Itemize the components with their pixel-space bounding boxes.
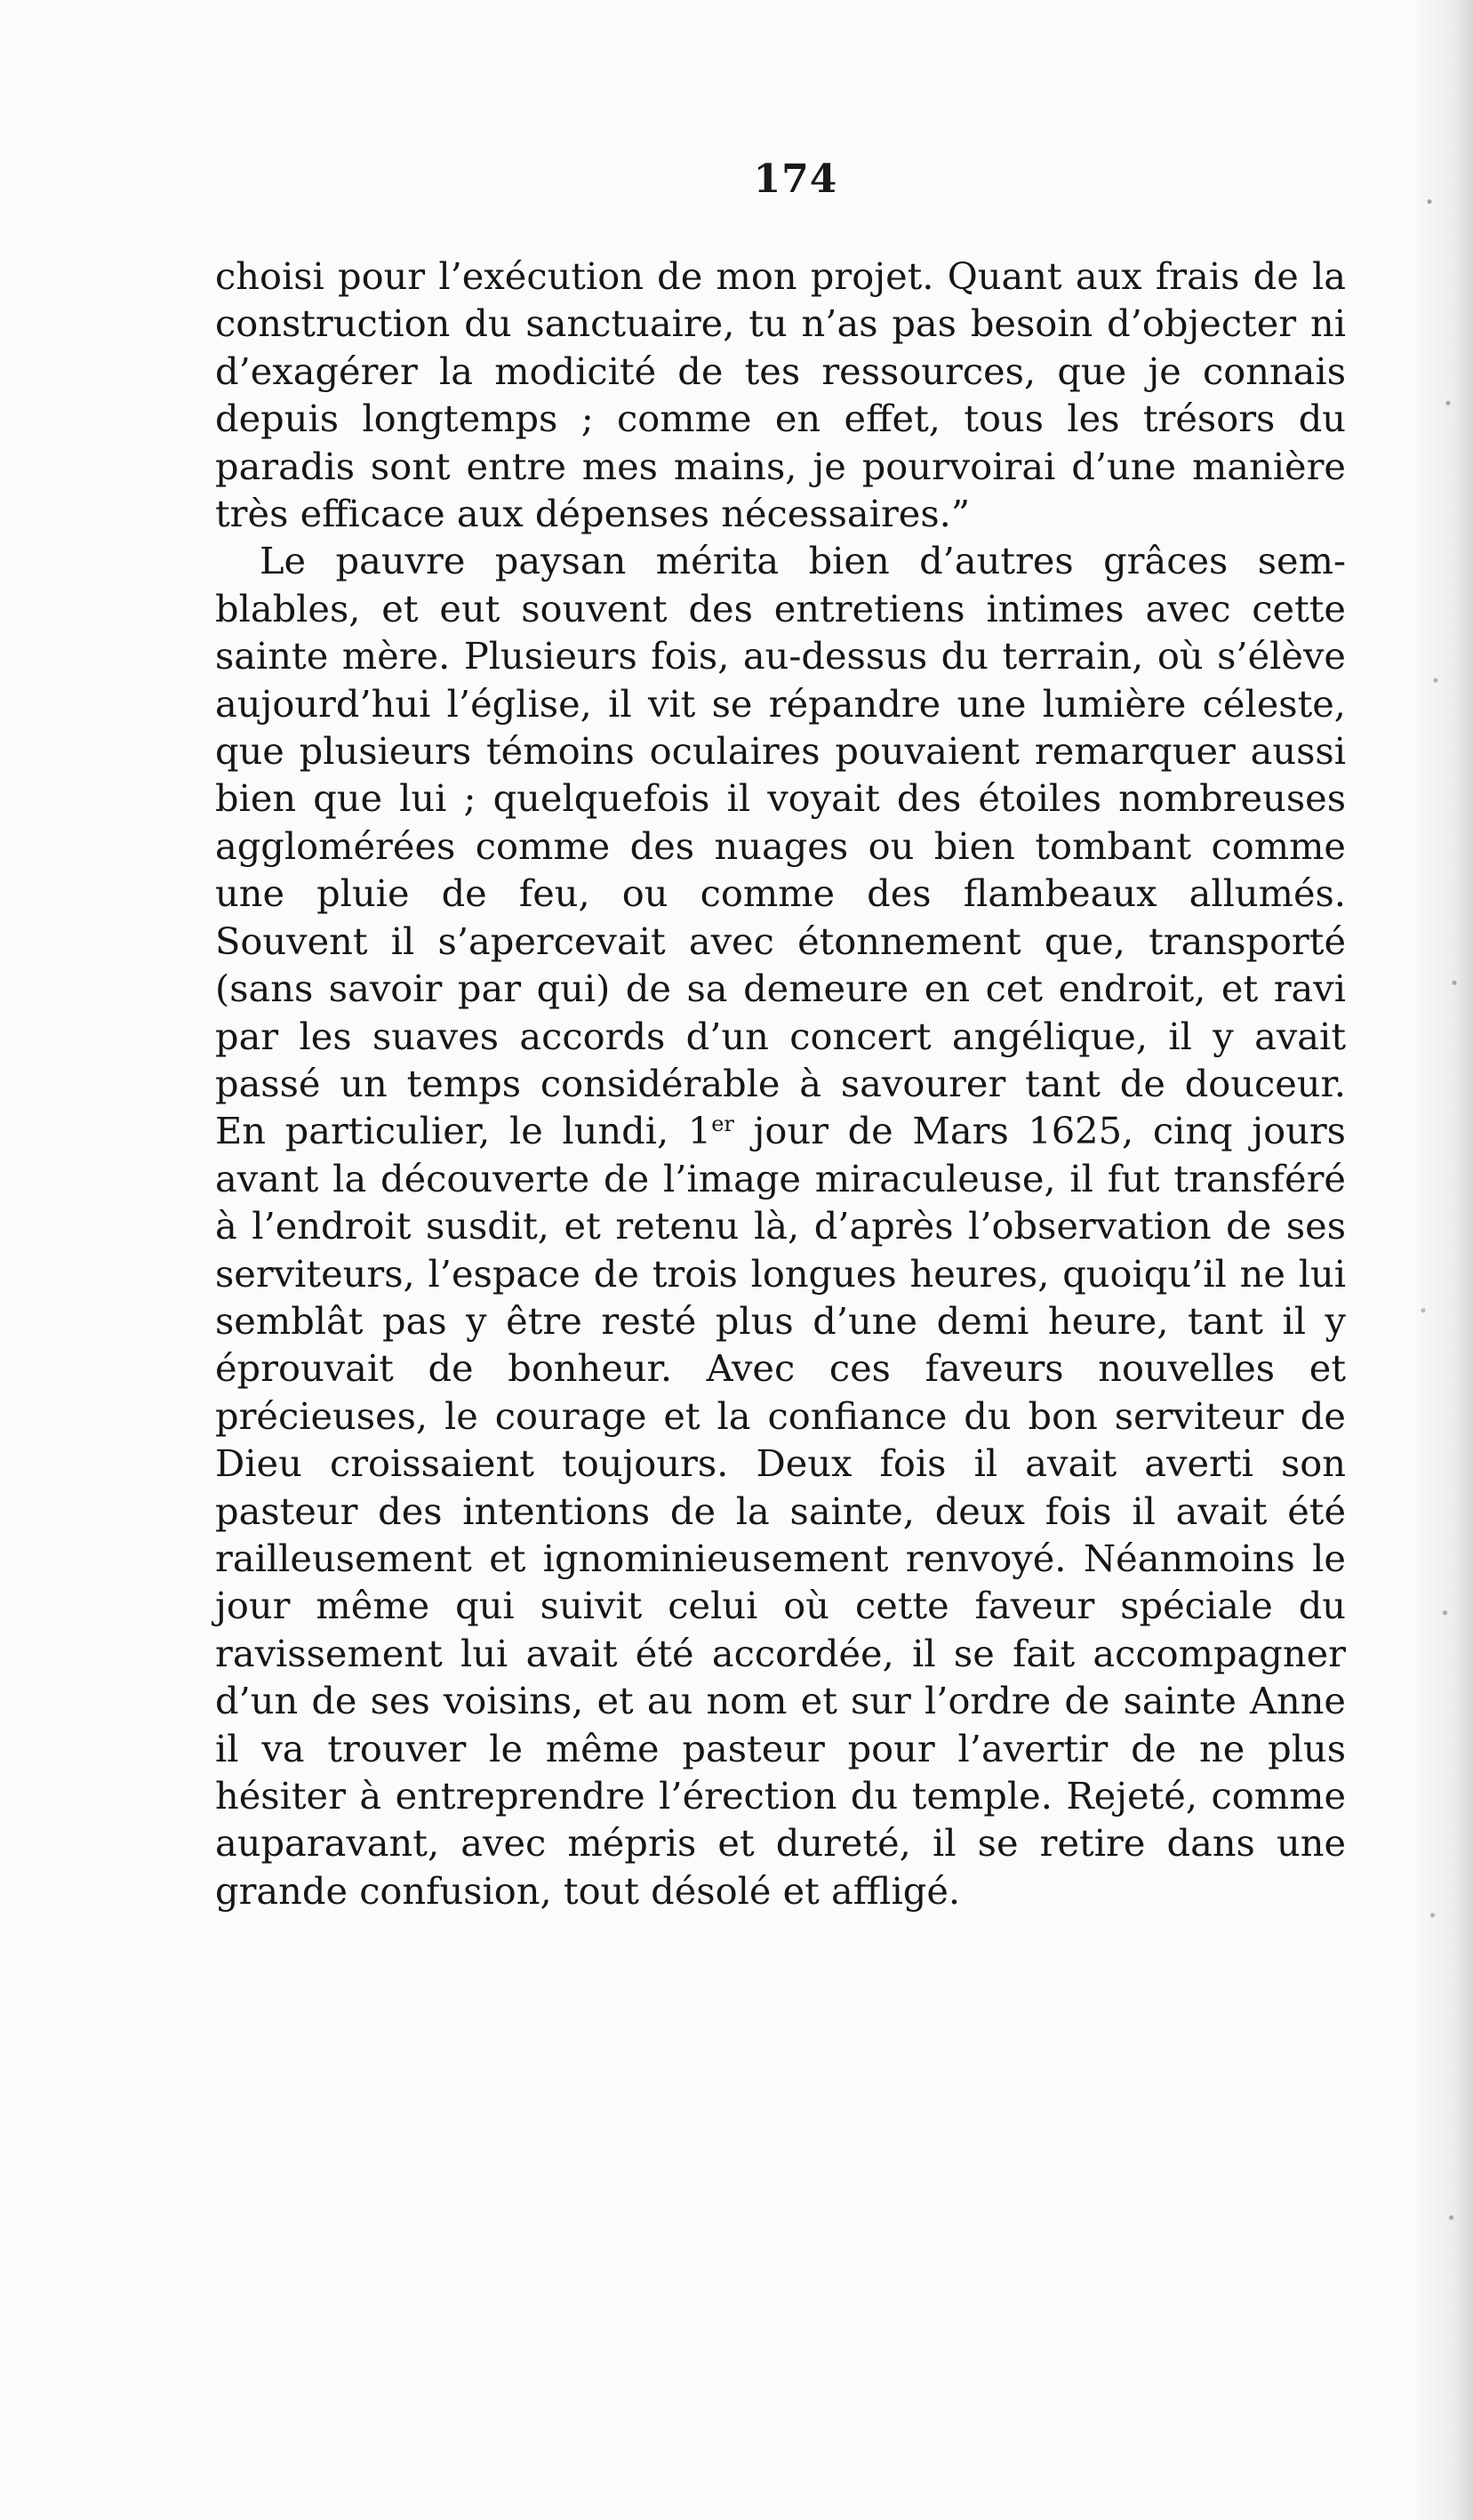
- paragraph-2: [215, 537, 1346, 1914]
- ordinal-superscript: er: [711, 1112, 734, 1137]
- page-number: 174: [753, 156, 838, 202]
- paragraph-1: choisi pour l’exécution de mon projet. Quant aux frais de la construction du sanctuaire, tu n’as pas besoin d’objecter ni d’exagérer la modicité de tes ressources, que je connais depuis longtemps ; comme en effet, tous les trésors du paradis sont entre mes mains, je pourvoirai d’une manière très efficace aux dépenses nécessaires.”: [215, 254, 1346, 536]
- paragraph-2-part-2: jour de Mars 1625, cinq jours avant la découverte de l’image miraculeuse, il fut transféré à l’endroit susdit, et retenu là, d’après l’observation de ses serviteurs, l’espace de trois longues heures, quoiqu’il ne lui semblât pas y être resté plus d’une demi heure, tant il y éprouvait de bonheur. Avec ces faveurs nouvelles et précieuses, le courage et la confiance du bon serviteur de Dieu croissaient toujours. Deux fois il avait averti son pasteur des intentions de la sainte, deux fois il avait été railleusement et ignominieusement renvoyé. Néanmoins le jour même qui suivit celui où cette faveur spéciale du ravissement lui avait été accordée, il se fait accompagner d’un de ses voisins, et au nom et sur l’ordre de sainte Anne il va trouver le même pasteur pour l’avertir de ne plus hésiter à entreprendre l’érection du temple. Rejeté, comme auparavant, avec mépris et dureté, il se retire dans une grande confusion, tout désolé et affligé.: [215, 1109, 1346, 1913]
- body-text: [215, 253, 1346, 1914]
- scan-edge-noise: [1411, 0, 1473, 2520]
- paragraph-2-part-1: Le pauvre paysan mérita bien d’autres grâces semblables, et eut souvent des entretiens intimes avec cette sainte mère. Plusieurs fois, au-dessus du terrain, où s’élève aujourd’hui l’église, il vit se répandre une lumière céleste, que plusieurs témoins oculaires pouvaient remarquer aussi bien que lui ; quelquefois il voyait des étoiles nombreuses agglomérées comme des nuages ou bien tombant comme une pluie de feu, ou comme des flambeaux allumés. Souvent il s’apercevait avec étonnement que, transporté (sans savoir par qui) de sa demeure en cet endroit, et ravi par les suaves accords d’un concert angélique, il y avait passé un temps considérable à savourer tant de douceur. En particulier, le lundi, 1: [215, 539, 1346, 1153]
